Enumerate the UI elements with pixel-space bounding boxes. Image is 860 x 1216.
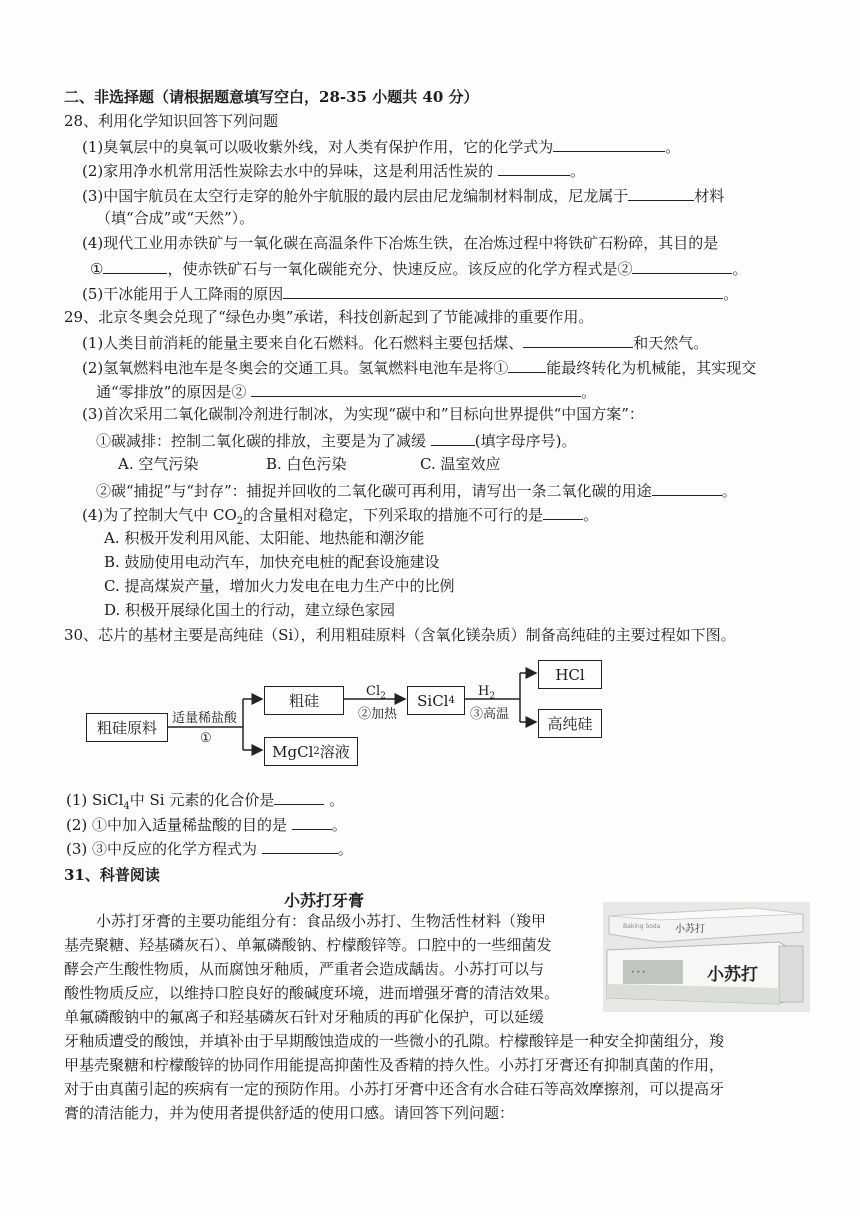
article-line: 单氟磷酸钠中的氟离子和羟基磷灰石针对牙釉质的再矿化保护，可以延缓: [64, 1008, 545, 1026]
q29-part2b: 通“零排放”的原因是② 。: [96, 383, 597, 401]
q29-option4-a: A. 积极开发利用风能、太阳能、地热能和潮汐能: [104, 529, 425, 547]
answer-blank[interactable]: [274, 789, 324, 805]
q28-part1: (1)臭氧层中的臭氧可以吸收紫外线，对人类有保护作用，它的化学式为 。: [82, 138, 681, 156]
article-line: 小苏打牙膏的主要功能组分有：食品级小苏打、生物活性材料（羧甲: [96, 912, 547, 930]
pure-si-box: 高纯硅: [538, 709, 602, 738]
article-line: 酵会产生酸性物质，从而腐蚀牙釉质，严重者会造成龋齿。小苏打可以与: [64, 960, 545, 978]
svg-text:Baking Soda: Baking Soda: [623, 923, 661, 930]
toothpaste-product-image: [603, 902, 810, 1012]
q29-stem: 29、北京冬奥会兑现了“绿色办奥”承诺，科技创新起到了节能减排的重要作用。: [64, 308, 594, 326]
q28-part3: (3)中国宇航员在太空行走穿的舱外宇航服的最内层由尼龙编制材料制成，尼龙属于 材料: [82, 187, 725, 205]
article-line: 基壳聚糖、羟基磷灰石）、单氟磷酸钠、柠檬酸锌等。口腔中的一些细菌发: [64, 936, 552, 954]
q29-part4: (4)为了控制大气中 $CO_2$的含量相对稳定，下列采取的措施不可行的是 。: [82, 506, 599, 527]
q28-part4b: ① ，使赤铁矿石与一氧化碳能充分、快速反应。该反应的化学方程式是② 。: [90, 260, 748, 278]
q28-part3-hint: （填“合成”或“天然”）。: [96, 209, 255, 227]
mgcl2-solution-box: MgCl 2 溶液: [264, 737, 358, 766]
hcl-box: HCl: [538, 660, 602, 689]
q29-part1: (1)人类目前消耗的能量主要来自化石燃料。化石燃料主要包括煤、 和天然气。: [82, 334, 709, 352]
q30-part3: (3) ③中反应的化学方程式为 。: [66, 840, 353, 858]
article-line: 对于由真菌引起的疾病有一定的预防作用。小苏打牙膏中还含有水合硅石等高效摩擦剂，可以提高牙: [64, 1080, 725, 1098]
step1-number-label: ①: [200, 731, 212, 746]
q30-part2: (2) ①中加入适量稀盐酸的目的是 。: [66, 816, 347, 834]
raw-material-box: 粗硅原料: [86, 713, 168, 742]
q28-part4: (4)现代工业用赤铁矿与一氧化碳在高温条件下冶炼生铁，在冶炼过程中将铁矿石粉碎，其目的是: [82, 234, 719, 252]
article-title: 小苏打牙膏: [284, 891, 365, 910]
q29-option4-c: C. 提高煤炭产量，增加火力发电在电力生产中的比例: [104, 577, 455, 595]
q31-stem: 31、科普阅读: [64, 866, 160, 884]
q28-part5: (5)干冰能用于人工降雨的原因 。: [82, 285, 739, 303]
article-line: 酸性物质反应，以维持口腔良好的酸碱度环境，进而增强牙膏的清洁效果。: [64, 984, 560, 1002]
step3-condition-label: ③高温: [470, 707, 510, 722]
svg-text:小苏打: 小苏打: [707, 965, 758, 985]
crude-si-box: 粗硅: [264, 686, 344, 715]
section-heading: 二、非选择题（请根据题意填写空白，28-35 小题共 40 分）: [64, 88, 479, 106]
q29-part3a: ①碳减排：控制二氧化碳的排放，主要是为了减缓 (填字母序号)。: [96, 432, 577, 450]
article-line: 甲基壳聚糖和柠檬酸锌的协同作用能提高抑菌性及香精的持久性。小苏打牙膏还有抑制真菌的作用，: [64, 1056, 725, 1074]
q29-option4-d: D. 积极开展绿化国土的行动，建立绿色家园: [104, 601, 396, 619]
step3-reagent-label: $H_2$: [478, 684, 496, 702]
q29-option-b: B. 白色污染: [266, 455, 347, 473]
article-line: 膏的清洁能力，并为使用者提供舒适的使用口感。请回答下列问题：: [64, 1104, 515, 1122]
q28-part2: (2)家用净水机常用活性炭除去水中的异味，这是利用活性炭的 。: [82, 162, 586, 180]
svg-text:• • •: • • •: [631, 969, 646, 976]
q30-part1: (1) SiCl$_4$中 Si 元素的化合价是 。: [66, 791, 345, 812]
q30-stem: 30、芯片的基材主要是高纯硅（Si），利用粗硅原料（含氧化镁杂质）制备高纯硅的主要过程如下图。: [64, 626, 736, 644]
q29-option-a: A. 空气污染: [118, 455, 199, 473]
step1-reagent-label: 适量稀盐酸: [172, 711, 238, 726]
article-line: 牙釉质遭受的酸蚀，并填补由于早期酸蚀造成的一些微小的孔隙。柠檬酸锌是一种安全抑菌组分，羧: [64, 1032, 725, 1050]
sicl4-box: SiCl 4: [407, 686, 465, 715]
answer-blank[interactable]: [292, 814, 332, 830]
svg-text:小苏打: 小苏打: [675, 924, 705, 935]
step2-reagent-label: $Cl_2$: [366, 684, 386, 702]
step2-condition-label: ②加热: [358, 707, 398, 722]
answer-blank[interactable]: [262, 838, 338, 854]
q28-stem: 28、利用化学知识回答下列问题: [64, 112, 279, 130]
q29-option4-b: B. 鼓励使用电动汽车，加快充电桩的配套设施建设: [104, 553, 440, 571]
q29-option-c: C. 温室效应: [420, 455, 501, 473]
q29-part2: (2)氢氧燃料电池车是冬奥会的交通工具。氢氧燃料电池车是将① 能最终转化为机械能，其实现交: [82, 359, 757, 377]
q29-part3b: ②碳“捕捉”与“封存”：捕捉并回收的二氧化碳可再利用，请写出一条二氧化碳的用途 。: [96, 482, 737, 500]
q29-part3: (3)首次采用二氧化碳制冷剂进行制冰，为实现“碳中和”目标向世界提供“中国方案”：: [82, 405, 644, 423]
